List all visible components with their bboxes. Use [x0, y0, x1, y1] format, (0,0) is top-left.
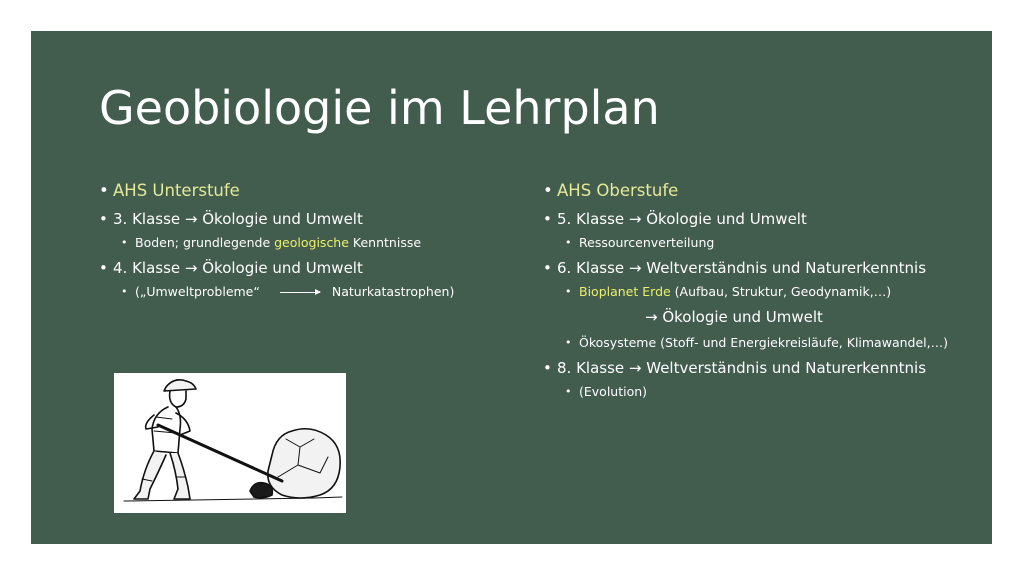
sub-bullet-ressourcen: • Ressourcenverteilung	[565, 235, 973, 251]
arrow-right-icon	[280, 292, 320, 293]
bullet-5-klasse: • 5. Klasse → Ökologie und Umwelt	[543, 210, 973, 229]
right-column	[543, 181, 973, 408]
sub-bullet-text: (Aufbau, Struktur, Geodynamik,…)	[670, 284, 892, 299]
man-levering-boulder-illustration	[114, 373, 346, 513]
sub-bullet-text: („Umweltprobleme“	[135, 284, 260, 299]
slide-title: Geobiologie im Lehrplan	[99, 81, 660, 135]
sub-bullet-bioplanet	[565, 284, 973, 300]
highlight-geologische: geologische	[274, 235, 349, 250]
bullet-3-klasse: • 3. Klasse → Ökologie und Umwelt	[99, 210, 529, 229]
sub-bullet-umweltprobleme	[121, 284, 529, 300]
highlight-bioplanet-erde: Bioplanet Erde	[579, 284, 671, 299]
heading-ahs-unterstufe: • AHS Unterstufe	[99, 181, 529, 200]
sub-bullet-oekosysteme: • Ökosysteme (Stoff- und Energiekreisläufe, Klimawandel,…)	[565, 335, 973, 351]
sub-bullet-boden	[121, 235, 529, 251]
sub-bullet-text: Naturkatastrophen)	[331, 284, 455, 299]
bullet-6-klasse: • 6. Klasse → Weltverständnis und Naturerkenntnis	[543, 259, 973, 278]
heading-ahs-oberstufe: • AHS Oberstufe	[543, 181, 973, 200]
left-column	[99, 181, 529, 308]
sub-bullet-text: Boden; grundlegende	[135, 235, 275, 250]
sub-bullet-text: Kenntnisse	[348, 235, 422, 250]
bullet-4-klasse: • 4. Klasse → Ökologie und Umwelt	[99, 259, 529, 278]
indented-oekologie-line: → Ökologie und Umwelt	[645, 308, 823, 326]
sub-bullet-evolution: • (Evolution)	[565, 384, 973, 400]
bullet-8-klasse: • 8. Klasse → Weltverständnis und Naturerkenntnis	[543, 359, 973, 378]
